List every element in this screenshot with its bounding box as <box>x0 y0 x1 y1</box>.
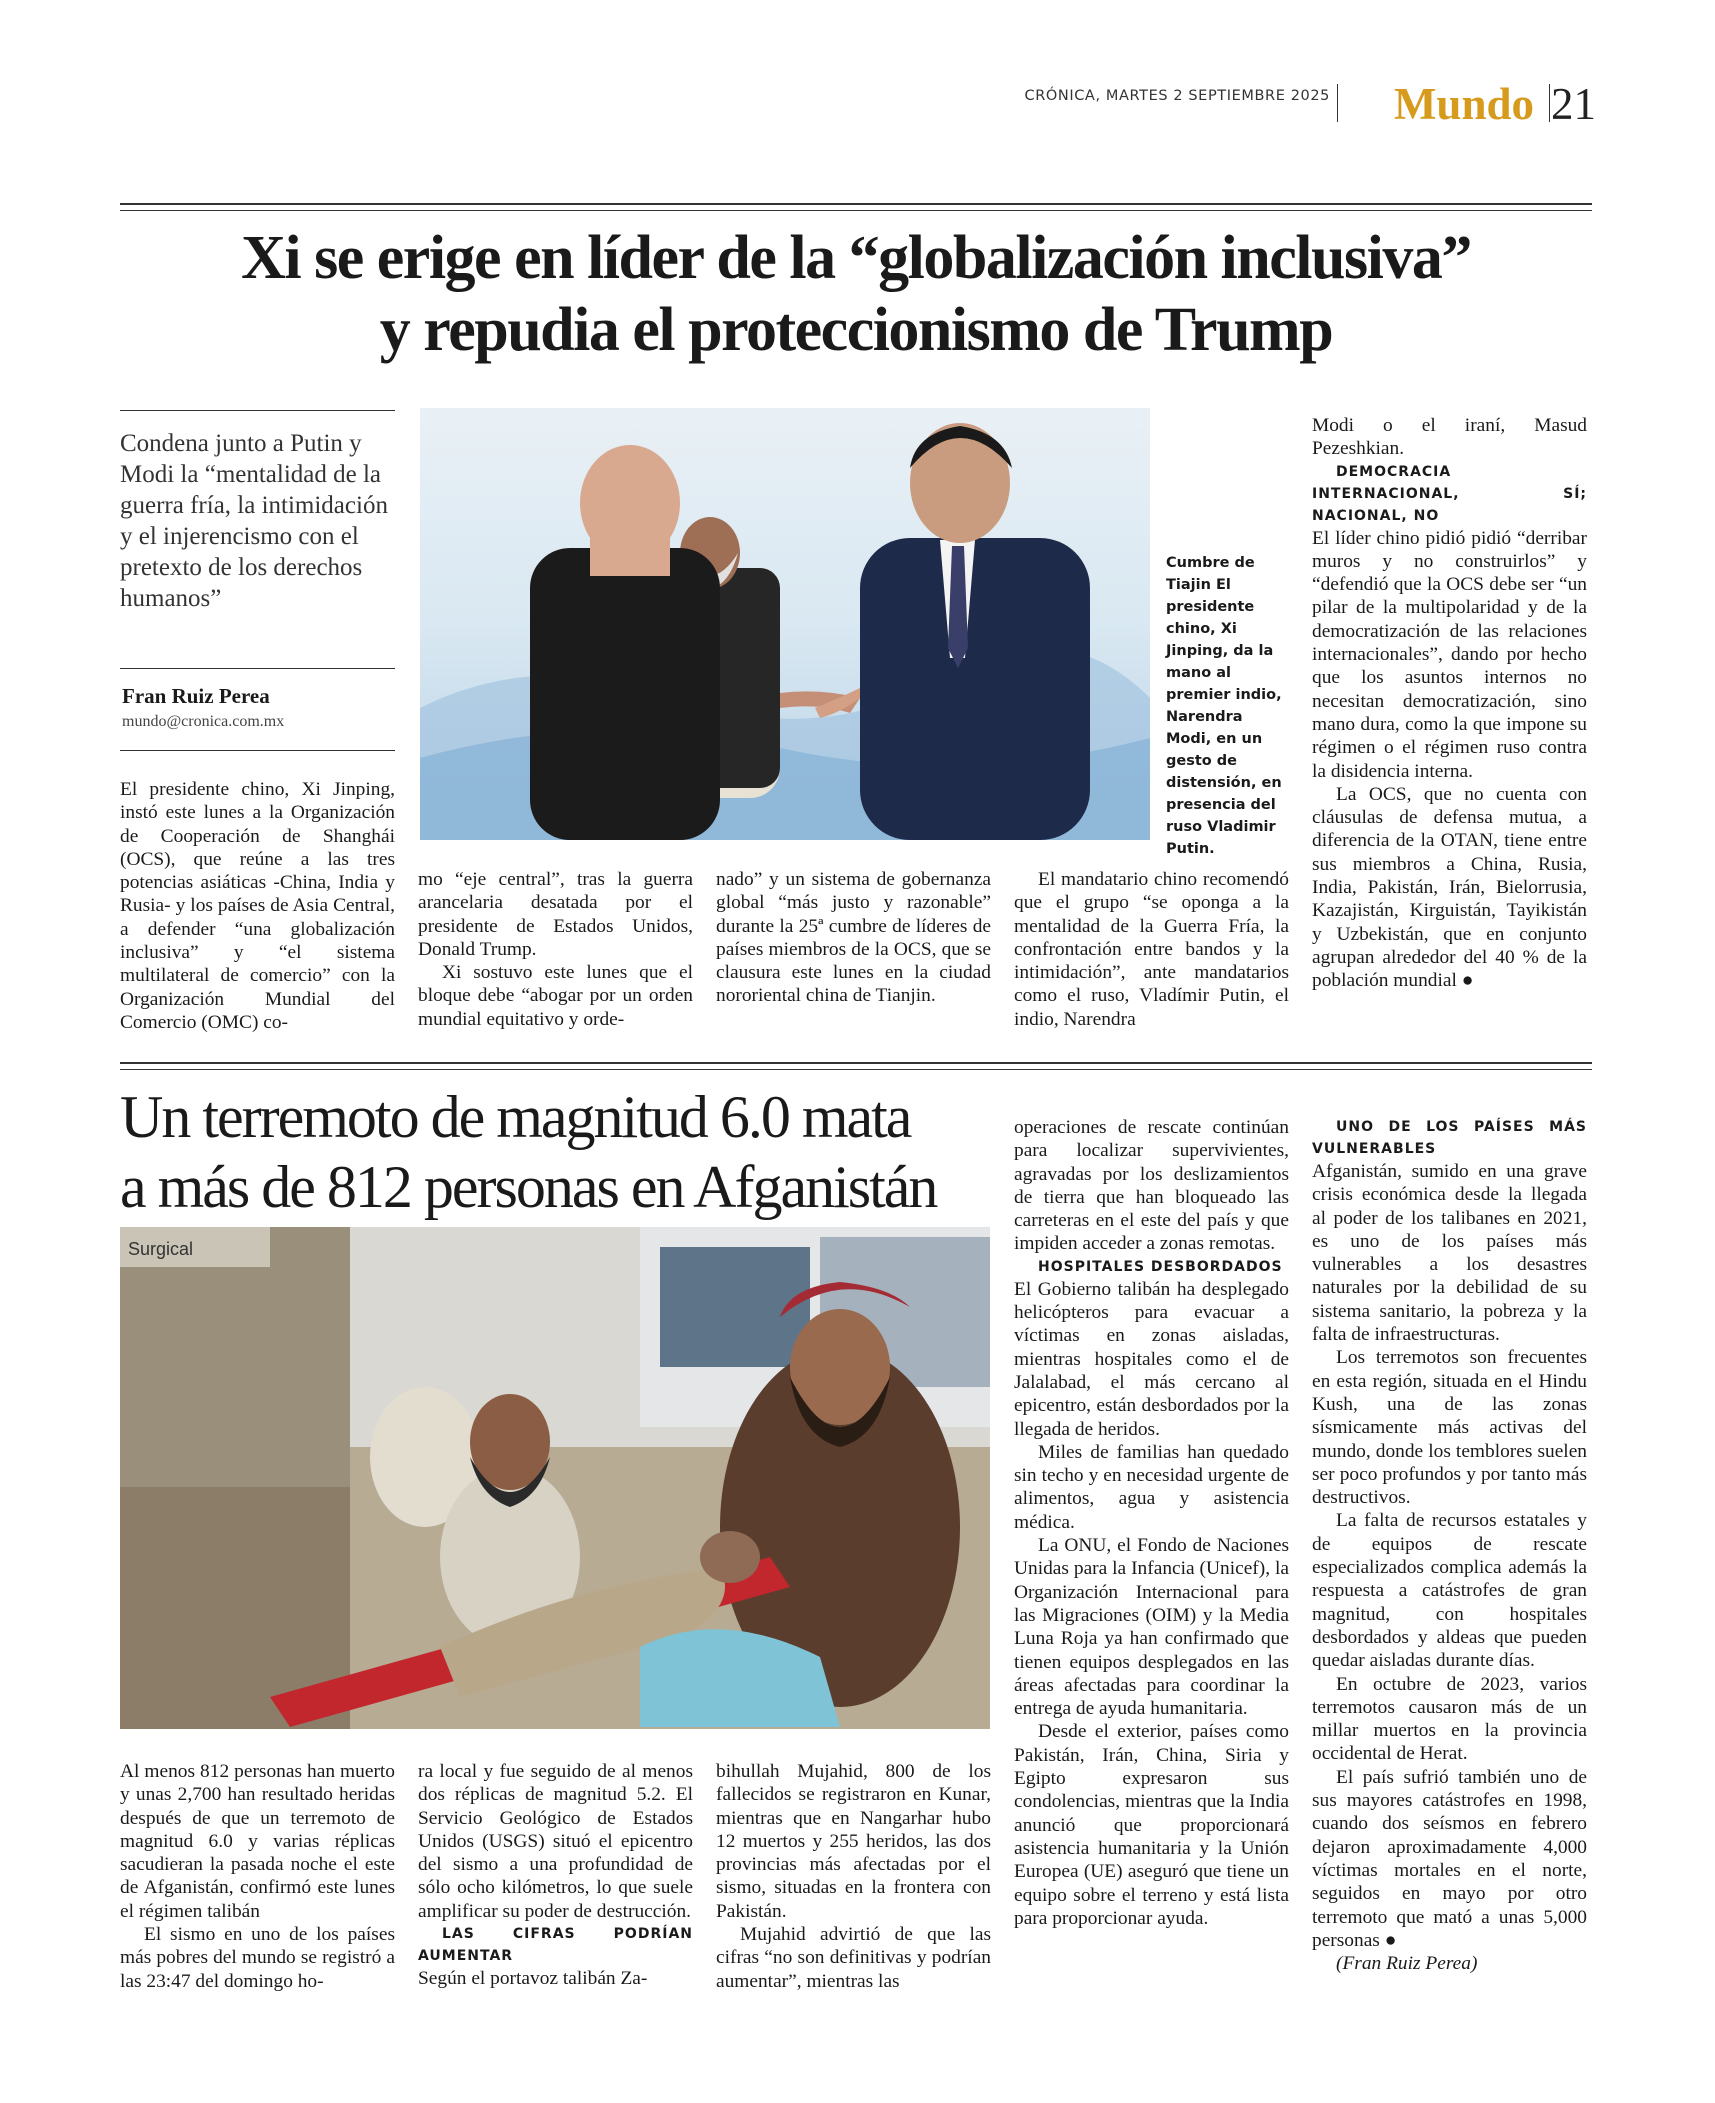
article-rule <box>120 203 1592 211</box>
section-name: Mundo <box>1393 79 1534 129</box>
paragraph-text: La OCS, que no cuenta con cláusulas de defensa mutua, a diferencia de la OTAN, tiene entre sus miembros a China, Rusia, India, Pakistán, Irán, Bielorrusia, Kazajistán, Kirguistán, Tayikistán y Uzbekistán, que en conjunto agrupan alrededor del 40 % de la población mundial <box>1312 783 1587 992</box>
credit: (Fran Ruiz Perea) <box>1336 1953 1478 1975</box>
byline-rule <box>120 668 395 669</box>
paragraph: Desde el exterior, países como Pakistán, Irán, China, Siria y Egipto expresaron sus condolencias, mientras que la India anunció que proporcionará asistencia humanitaria y la Unión Europea (UE) aseguró que tiene un equipo sobre el terreno y está lista para proporcionar ayuda. <box>1014 1721 1289 1929</box>
headline-line: Un terremoto de magnitud 6.0 mata <box>120 1084 911 1150</box>
paragraph: nado” y un sistema de gobernanza global “más justo y razonable” durante la 25ª cumbre de líderes de países miembros de la OCS, que se clausura este lunes en la ciudad nororiental china de Tianjin. <box>716 869 991 1007</box>
paragraph: La ONU, el Fondo de Naciones Unidas para la Infancia (Unicef), la Organización Internacional para las Migraciones (OIM) y la Media Luna Roja ya han confirmado que tienen equipos desplegados en las áreas afectadas para coordinar la entrega de ayuda humanitaria. <box>1014 1535 1289 1720</box>
paragraph: En octubre de 2023, varios terremotos causaron más de un millar muertos en la provincia occidental de Herat. <box>1312 1673 1587 1765</box>
byline: Fran Ruiz Perea <box>122 684 270 708</box>
dek-rule <box>120 410 395 411</box>
article-rule <box>120 1062 1592 1070</box>
article2-headline <box>120 1082 1000 1222</box>
paragraph: La falta de recursos estatales y de equipos de rescate especializados complica además la respuesta a catástrofes de gran magnitud, con hospitales desbordados y aldeas que pueden quedar aisladas durante días. <box>1312 1510 1587 1672</box>
paragraph: Afganistán, sumido en una grave crisis económica desde la llegada al poder de los talibanes en 2021, es uno de los países más vulnerables a los desastres naturales por la debilidad de su sistema sanitario, la pobreza y la falta de infraestructuras. <box>1312 1161 1587 1346</box>
summit-photo <box>420 408 1150 840</box>
end-mark-icon: ● <box>1379 1929 1397 1951</box>
summit-photo-caption: Cumbre de Tiajin El presidente chino, Xi Jinping, da la mano al premier indio, Narendra Modi, en un gesto de distensión, en presencia del ruso Vladimir Putin. <box>1166 555 1282 857</box>
article1-column-4 <box>1014 868 1289 1031</box>
byline-rule <box>120 750 395 751</box>
paragraph: Miles de familias han quedado sin techo y en necesidad urgente de alimentos, agua y asistencia médica. <box>1014 1441 1289 1533</box>
article2-column-4 <box>1014 1116 1289 1930</box>
paragraph: Al menos 812 personas han muerto y unas 2,700 han resultado heridas después de que un terremoto de magnitud 6.0 y varias réplicas sacudieran la pasada noche el este de Afganistán, confirmó este lunes el régimen talibán <box>120 1761 395 1922</box>
header-divider <box>1549 84 1550 122</box>
dateline: CRÓNICA, MARTES 2 SEPTIEMBRE 2025 <box>1024 88 1330 104</box>
paragraph: El Gobierno talibán ha desplegado helicópteros para evacuar a víctimas en zonas aisladas, mientras hospitales como el de Jalalabad, el más cercano al epicentro, están desbordados por la llegada de heridos. <box>1014 1278 1289 1440</box>
earthquake-photo <box>120 1227 990 1729</box>
headline-line: Xi se erige en líder de la “globalización inclusiva” <box>241 224 1471 292</box>
subhead: UNO DE LOS PAÍSES MÁS VULNERABLES <box>1312 1119 1587 1157</box>
paragraph <box>1312 1766 1587 1952</box>
article1-dek: Condena junto a Putin y Modi la “mentalidad de la guerra fría, la intimidación y el injerencismo con el pretexto de los derechos humanos” <box>120 430 388 612</box>
paragraph <box>1312 783 1587 993</box>
paragraph: ra local y fue seguido de al menos dos réplicas de magnitud 5.2. El Servicio Geológico de Estados Unidos (USGS) situó el epicentro del sismo a una profundidad de sólo ocho kilómetros, lo que suele amplificar su poder de destrucción. <box>418 1761 693 1922</box>
paragraph: operaciones de rescate continúan para localizar supervivientes, agravadas por los deslizamientos de tierra que han bloqueado las carreteras en el este del país y que impiden acceder a zonas remotas. <box>1014 1117 1289 1255</box>
article1-column-5 <box>1312 414 1587 993</box>
paragraph: El líder chino pidió pidió “derribar muros y no construirlos” y “defendió que la OCS debe ser “un pilar de la multipolaridad y de la democratización de las relaciones internacionales”, dando por hecho que los asuntos internos no necesitan democratización, sino mano dura, como la que impone su régimen o el régimen ruso contra la disidencia interna. <box>1312 527 1587 782</box>
paragraph: El sismo en uno de los países más pobres del mundo se registró a las 23:47 del domingo ho- <box>120 1924 395 1992</box>
paragraph: Mujahid advirtió de que las cifras “no son definitivas y podrían aumentar”, mientras las <box>716 1924 991 1992</box>
earthquake-photo-illustration <box>120 1227 990 1729</box>
headline-line: y repudia el proteccionismo de Trump <box>379 296 1333 364</box>
subhead: LAS CIFRAS PODRÍAN AUMENTAR <box>418 1926 693 1965</box>
article1-headline <box>120 222 1592 366</box>
subhead: HOSPITALES DESBORDADOS <box>1038 1258 1283 1275</box>
page-header <box>1024 79 1600 134</box>
paragraph: Xi sostuvo este lunes que el bloque debe “abogar por un orden mundial equitativo y orde- <box>418 962 693 1030</box>
byline-email[interactable]: mundo@cronica.com.mx <box>122 713 285 730</box>
paragraph: Según el portavoz talibán Za- <box>418 1968 648 1990</box>
paragraph: mo “eje central”, tras la guerra arancelaria desatada por el presidente de Estados Unidos, Donald Trump. <box>418 869 693 960</box>
paragraph-text: El país sufrió también uno de sus mayores catástrofes en 1998, cuando dos seísmos en febrero dejaron aproximadamente 4,000 víctimas mortales en el norte, seguidos en mayo por otro terremoto que mató a unas 5,000 personas <box>1312 1766 1587 1951</box>
article1-column-2 <box>418 868 693 1031</box>
article1-column-3 <box>716 868 991 1008</box>
summit-photo-illustration <box>420 408 1150 840</box>
paragraph: bihullah Mujahid, 800 de los fallecidos se registraron en Kunar, mientras que en Nangarhar hubo 12 muertos y 255 heridos, las dos provincias más afectadas por el sismo, situadas en la frontera con Pakistán. <box>716 1761 991 1922</box>
paragraph: Modi o el iraní, Masud Pezeshkian. <box>1312 415 1587 460</box>
article2-column-3 <box>716 1760 991 1993</box>
photo-sign-text: Surgical <box>128 1239 194 1259</box>
end-mark-icon: ● <box>1456 970 1474 992</box>
subhead: DEMOCRACIA INTERNACIONAL, SÍ; NACIONAL, NO <box>1312 463 1587 524</box>
article2-column-5 <box>1312 1116 1587 1975</box>
paragraph: Los terremotos son frecuentes en esta región, situada en el Hindu Kush, una de las zonas sísmicamente más activas del mundo, donde los temblores suelen ser poco profundos y por tanto más destructivos. <box>1312 1347 1587 1509</box>
article1-column-1 <box>120 778 395 1034</box>
header-divider <box>1337 84 1338 122</box>
paragraph: El presidente chino, Xi Jinping, instó este lunes a la Organización de Cooperación de Shanghái (OCS), que reúne a las tres potencias asiáticas -China, India y Rusia- y los países de Asia Central, a defender “una globalización inclusiva” y “el sistema multilateral de comercio” con la Organización Mundial del Comercio (OMC) co- <box>120 779 395 1033</box>
paragraph: El mandatario chino recomendó que el grupo “se oponga a la mentalidad de la Guerra Fría, la confrontación entre bandos y la intimidación”, ante mandatarios como el ruso, Vladímir Putin, el indio, Narendra <box>1014 869 1289 1030</box>
article2-column-2 <box>418 1760 693 1990</box>
headline-line: a más de 812 personas en Afganistán <box>120 1154 937 1220</box>
page-number: 21 <box>1551 79 1596 129</box>
article2-column-1 <box>120 1760 395 1993</box>
